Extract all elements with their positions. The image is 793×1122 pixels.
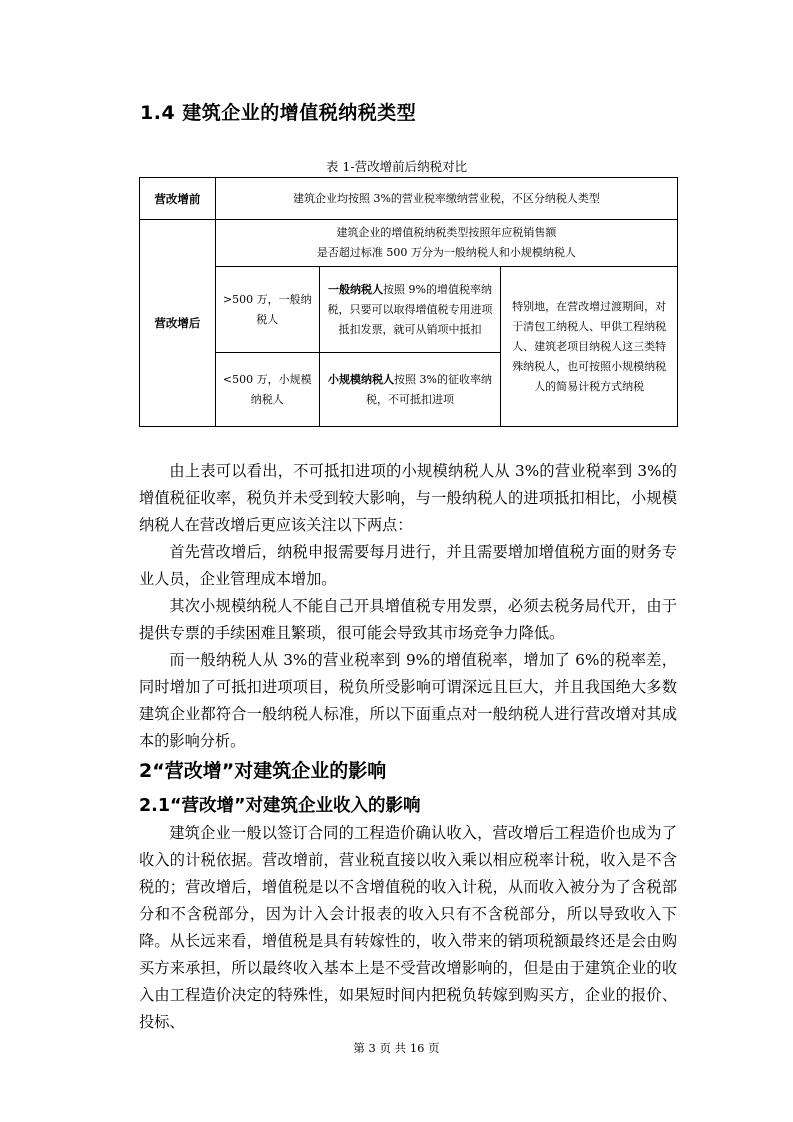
after-intro-line-1: 建筑企业的增值税纳税类型按照年应税销售额 [336,226,557,239]
page-footer: 第 3 页 共 16 页 [353,1041,440,1055]
paragraph-4: 而一般纳税人从 3%的营业税率到 9%的增值税率，增加了 6%的税率差，同时增加了可抵扣进项项目，税负所受影响可谓深远且巨大，并且我国绝大多数建筑企业都符合一般纳税人标准，所以下面重点对一般纳税人进行营改增对其成本的影响分析。 [139,651,677,750]
row-label-before: 营改增前 [140,178,216,220]
before-content: 建筑企业均按照 3%的营业税率缴纳营业税，不区分纳税人类型 [215,178,677,220]
small-desc: 按照 3%的征收率纳税，不可抵扣进项 [366,372,492,406]
paragraph-2: 首先营改增后，纳税申报需要每月进行，并且需要增加增值税方面的财务专业人员，企业管理成本增加。 [139,543,677,588]
paragraph-2-1: 建筑企业一般以签订合同的工程造价确认收入，营改增后工程造价也成为了收入的计税依据。营改增前，营业税直接以收入乘以相应税率计税，收入是不含税的；营改增后，增值税是以不含增值税的收入计税，从而收入被分为了含税部分和不含税部分，因为计入会计报表的收入只有不含税部分，所以导致收入下降。从长远来看，增值税是具有转嫁性的，收入带来的销项税额最终还是会由购买方来承担，所以最终收入基本上是不受营改增影响的，但是由于建筑企业的收入由工程造价决定的特殊性，如果短时间内把税负转嫁到购买方，企业的报价、投标、 [139,824,677,1031]
general-threshold: >500 万，一般纳税人 [215,267,319,353]
general-name: 一般纳税人 [328,282,384,296]
table-caption: 表 1-营改增前后纳税对比 [325,159,468,174]
table-row-general [140,267,678,353]
paragraph-3: 其次小规模纳税人不能自己开具增值税专用发票，必须去税务局代开，由于提供专票的手续困难且繁琐，很可能会导致其市场竞争力降低。 [139,597,677,642]
small-threshold: <500 万，小规模纳税人 [215,353,319,427]
section-heading-1-4: 1.4 建筑企业的增值税纳税类型 [140,102,417,124]
small-name: 小规模纳税人 [328,372,395,386]
paragraph-1: 由上表可以看出，不可抵扣进项的小规模纳税人从 3%的营业税率到 3%的增值税征收率，税负并未受到较大影响，与一般纳税人的进项抵扣相比，小规模纳税人在营改增后更应该关注以下两点： [139,462,677,534]
table-row-after-intro [140,220,678,267]
small-desc-cell [319,353,501,427]
general-desc-cell [319,267,501,353]
after-intro-line-2: 是否超过标准 500 万分为一般纳税人和小规模纳税人 [316,246,576,259]
comparison-table [139,177,678,427]
table-row-before [140,178,678,220]
after-intro [215,220,677,267]
row-label-after: 营改增后 [140,220,216,427]
general-desc: 按照 9%的增值税率纳税，只要可以取得增值税专用进项抵扣发票，就可从销项中抵扣 [327,282,493,336]
section-heading-2-1: 2.1“营改增”对建筑企业收入的影响 [139,796,421,816]
section-heading-2: 2“营改增”对建筑企业的影响 [139,760,387,782]
special-note: 特别地，在营改增过渡期间，对于清包工纳税人、甲供工程纳税人、建筑老项目纳税人这三类特殊纳税人，也可按照小规模纳税人的简易计税方式纳税 [501,267,678,427]
